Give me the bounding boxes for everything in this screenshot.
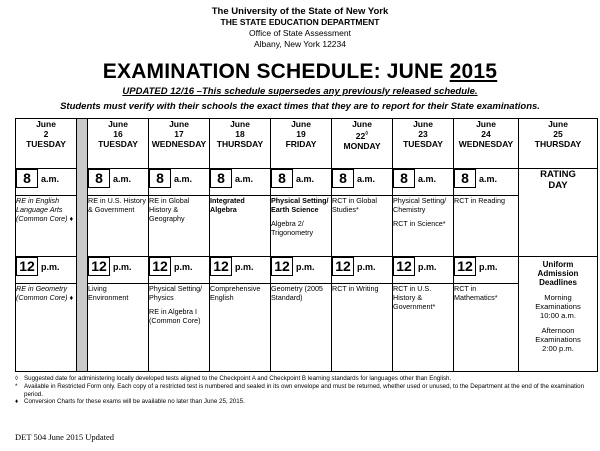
morning-deadline (519, 293, 597, 320)
am-time-cell (88, 169, 149, 196)
day-header (332, 119, 393, 169)
day-month: June (413, 119, 433, 129)
deadlines-title (519, 257, 597, 287)
exam-name: RCT in Global Studies* (332, 196, 378, 214)
exam-cell (88, 196, 149, 257)
exam-name: Geometry (2005 Standard) (271, 284, 323, 302)
day-header (16, 119, 77, 169)
day-weekday: TUESDAY (403, 139, 443, 149)
footnote (15, 383, 595, 399)
am-suffix: a.m. (479, 173, 498, 184)
day-number: 17 (174, 129, 184, 139)
am-hour-box: 8 (332, 169, 354, 188)
pm-hour-box: 12 (16, 257, 38, 276)
updated-note: UPDATED 12/16 –This schedule supersedes any previously released schedule. (122, 86, 478, 97)
pm-time-cell (88, 257, 149, 284)
day-number: 23 (418, 129, 428, 139)
day-header (88, 119, 149, 169)
footnote-text: Available in Restricted Form only. Each copy of a restricted test is numbered and sealed in its own envelope and must be returned, whether used or unused, to the Department at the end of the examination period. (24, 382, 585, 398)
day-number: 2 (43, 129, 49, 139)
day-weekday: FRIDAY (285, 139, 317, 149)
afternoon-deadline-time: 2:00 p.m. (542, 344, 574, 353)
title-text: EXAMINATION SCHEDULE: JUNE (102, 60, 444, 83)
footnotes (15, 375, 595, 406)
exam-cell (210, 196, 271, 257)
am-suffix: a.m. (41, 173, 60, 184)
footnote-mark: ◊ (15, 375, 19, 382)
day-number: 16 (113, 129, 123, 139)
day-header (454, 119, 519, 169)
exam-cell (454, 284, 519, 372)
exam-name: Physical Setting/ Chemistry (393, 196, 447, 214)
pm-suffix: p.m. (174, 261, 193, 272)
exam-name: RCT in Science* (393, 219, 446, 228)
day-number: 24 (481, 129, 491, 139)
deadlines-title-line3: Deadlines (539, 278, 577, 287)
pm-time-row (16, 257, 598, 284)
exam-cell (271, 196, 332, 257)
day-weekday: THURSDAY (216, 139, 264, 149)
day-header (149, 119, 210, 169)
day-month: June (476, 119, 496, 129)
am-time-cell (454, 169, 519, 196)
am-time-cell (16, 169, 77, 196)
footnote-mark: ♦ (15, 398, 19, 406)
exam-cell (210, 284, 271, 372)
exam-name: RE in U.S. History & Government (88, 196, 146, 214)
day-month: June (169, 119, 189, 129)
exam-cell (149, 196, 210, 257)
exam-cell (393, 284, 454, 372)
am-time-cell (210, 169, 271, 196)
footnote-text: Suggested date for administering locally developed tests aligned to the Checkpoint A and Checkpoint B learning standards for languages other than English. (24, 375, 452, 382)
am-hour-box: 8 (393, 169, 415, 188)
suggested-date-marker: ◊ (365, 131, 369, 137)
day-weekday: THURSDAY (534, 139, 582, 149)
week-divider (77, 119, 88, 372)
pm-suffix: p.m. (113, 261, 132, 272)
exam-cell (332, 196, 393, 257)
exam-name: Comprehensive English (210, 284, 261, 302)
schedule-table (15, 118, 598, 372)
day-header-row (16, 119, 598, 169)
am-hour-box: 8 (88, 169, 110, 188)
footnote (15, 398, 595, 406)
day-month: June (548, 119, 568, 129)
day-number: 25 (553, 129, 563, 139)
exam-name: Physical Setting/ Earth Science (271, 196, 329, 214)
pm-time-cell (454, 257, 519, 284)
rating-day-line2: DAY (548, 180, 568, 191)
university-name: The University of the State of New York (211, 6, 389, 17)
footnote-mark: * (15, 382, 18, 390)
pm-time-cell (210, 257, 271, 284)
exam-cell (332, 284, 393, 372)
am-suffix: a.m. (235, 173, 254, 184)
day-month: June (230, 119, 250, 129)
afternoon-deadline (519, 326, 597, 353)
pm-time-cell (332, 257, 393, 284)
pm-suffix: p.m. (479, 261, 498, 272)
admission-deadlines (519, 257, 598, 372)
verify-note: Students must verify with their schools the exact times that they are to report for their State examinations. (60, 101, 540, 112)
title-year: 2015 (449, 60, 498, 83)
day-weekday: TUESDAY (98, 139, 138, 149)
exam-cell (454, 196, 519, 257)
am-suffix: a.m. (418, 173, 437, 184)
office-name: Office of State Assessment (249, 28, 351, 38)
afternoon-deadline-line1: Afternoon (541, 326, 575, 335)
am-time-cell (332, 169, 393, 196)
exam-cell (88, 284, 149, 372)
day-header (271, 119, 332, 169)
day-month: June (108, 119, 128, 129)
morning-deadline-time: 10:00 a.m. (540, 311, 576, 320)
exam-name: Algebra 2/ Trigonometry (271, 219, 314, 237)
pm-suffix: p.m. (418, 261, 437, 272)
day-month: June (352, 119, 372, 129)
day-weekday: TUESDAY (26, 139, 66, 149)
am-suffix: a.m. (296, 173, 315, 184)
day-header (393, 119, 454, 169)
rating-day (519, 169, 598, 257)
exam-cell (271, 284, 332, 372)
day-number-row (332, 129, 392, 141)
page-title (0, 60, 600, 84)
pm-suffix: p.m. (296, 261, 315, 272)
exam-name: RE in English Language Arts (Common Core) ♦ (16, 196, 74, 223)
exam-name: RCT in Writing (332, 284, 379, 293)
day-number: 19 (296, 129, 306, 139)
afternoon-deadline-line2: Examinations (535, 335, 581, 344)
pm-time-cell (149, 257, 210, 284)
footnote-text: Conversion Charts for these exams will be available no later than June 25, 2015. (24, 398, 245, 406)
pm-suffix: p.m. (235, 261, 254, 272)
pm-hour-box: 12 (271, 257, 293, 276)
department-name: THE STATE EDUCATION DEPARTMENT (220, 17, 380, 27)
pm-hour-box: 12 (454, 257, 476, 276)
day-number: 18 (235, 129, 245, 139)
am-exam-row (16, 196, 598, 257)
exam-name: RE in Global History & Geography (149, 196, 190, 223)
day-month: June (291, 119, 311, 129)
pm-exam-row (16, 284, 598, 372)
deadlines-title-line1: Uniform (542, 260, 574, 269)
pm-hour-box: 12 (88, 257, 110, 276)
footnote (15, 375, 595, 383)
exam-cell (16, 284, 77, 372)
am-hour-box: 8 (16, 169, 38, 188)
exam-name: RCT in U.S. History & Government* (393, 284, 436, 311)
morning-deadline-line1: Morning (544, 293, 572, 302)
exam-cell (393, 196, 454, 257)
day-number: 22 (355, 130, 366, 141)
am-suffix: a.m. (174, 173, 193, 184)
am-time-cell (271, 169, 332, 196)
am-time-row (16, 169, 598, 196)
day-weekday: WEDNESDAY (151, 139, 207, 149)
exam-cell (16, 196, 77, 257)
exam-name: RE in Algebra I (Common Core) (149, 307, 201, 325)
exam-name: Integrated Algebra (210, 196, 245, 214)
pm-time-cell (393, 257, 454, 284)
day-weekday: MONDAY (343, 140, 381, 151)
am-suffix: a.m. (113, 173, 132, 184)
pm-suffix: p.m. (41, 261, 60, 272)
am-time-cell (149, 169, 210, 196)
pm-time-cell (16, 257, 77, 284)
am-hour-box: 8 (149, 169, 171, 188)
pm-hour-box: 12 (332, 257, 354, 276)
pm-hour-box: 12 (149, 257, 171, 276)
pm-hour-box: 12 (393, 257, 415, 276)
document-footer: DET 504 June 2015 Updated (15, 432, 114, 442)
am-hour-box: 8 (454, 169, 476, 188)
am-hour-box: 8 (271, 169, 293, 188)
office-address: Albany, New York 12234 (254, 39, 346, 49)
day-month: June (36, 119, 56, 129)
rating-day-line1: RATING (540, 169, 576, 180)
exam-name: RCT in Reading (454, 196, 506, 205)
am-hour-box: 8 (210, 169, 232, 188)
exam-name: Physical Setting/ Physics (149, 284, 203, 302)
deadlines-title-line2: Admission (537, 269, 579, 278)
exam-name: RE in Geometry (Common Core) ♦ (16, 284, 74, 302)
pm-time-cell (271, 257, 332, 284)
morning-deadline-line2: Examinations (535, 302, 581, 311)
exam-cell (149, 284, 210, 372)
am-time-cell (393, 169, 454, 196)
day-header (519, 119, 598, 169)
pm-suffix: p.m. (357, 261, 376, 272)
exam-name: Living Environment (88, 284, 129, 302)
day-weekday: WEDNESDAY (458, 139, 514, 149)
pm-hour-box: 12 (210, 257, 232, 276)
exam-name: RCT in Mathematics* (454, 284, 498, 302)
day-header (210, 119, 271, 169)
am-suffix: a.m. (357, 173, 376, 184)
